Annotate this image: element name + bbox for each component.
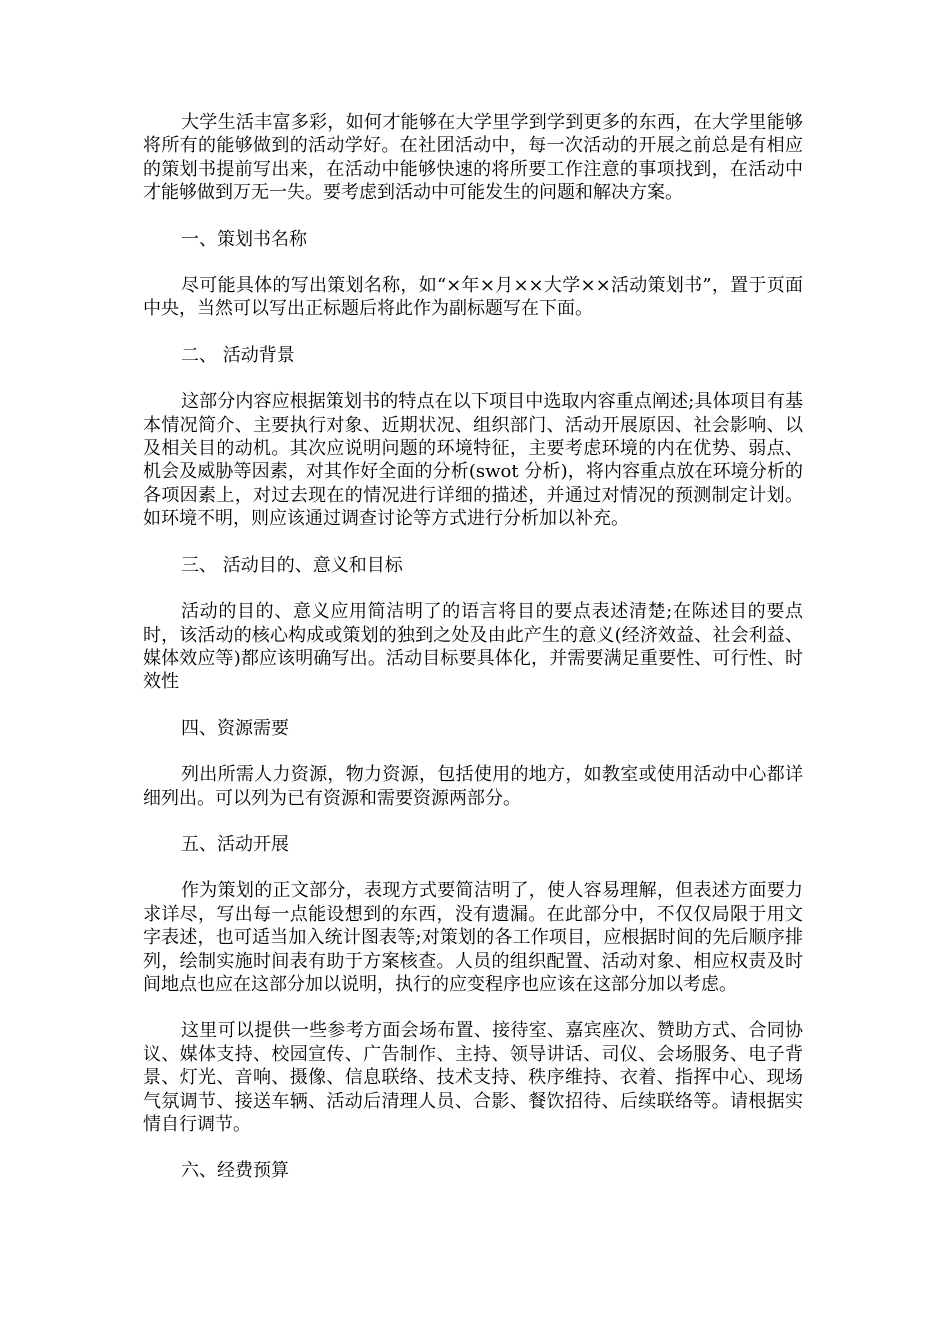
section-heading-name: 一、策划书名称 xyxy=(181,228,307,250)
section-paragraph: 列出所需人力资源，物力资源，包括使用的地方，如教室或使用活动中心都详细列出。可以列为已有资源和需要资源两部分。 xyxy=(143,764,803,809)
section-paragraph: 活动的目的、意义应用简洁明了的语言将目的要点表述清楚;在陈述目的要点时，该活动的核心构成或策划的独到之处及由此产生的意义(经济效益、社会利益、媒体效应等)都应该明确写出。活动目标要具体化，并需要满足重要性、可行性、时效性 xyxy=(143,601,803,693)
section-heading-background: 二、 活动背景 xyxy=(181,344,295,366)
intro-paragraph: 大学生活丰富多彩，如何才能够在大学里学到学到更多的东西，在大学里能够将所有的能够做到的活动学好。在社团活动中，每一次活动的开展之前总是有相应的策划书提前写出来，在活动中能够快速的将所要工作注意的事项找到，在活动中才能够做到万无一失。要考虑到活动中可能发生的问题和解决方案。 xyxy=(143,112,803,204)
document-body xyxy=(143,111,803,1206)
section-paragraph: 这部分内容应根据策划书的特点在以下项目中选取内容重点阐述;具体项目有基本情况简介、主要执行对象、近期状况、组织部门、活动开展原因、社会影响、以及相关目的动机。其次应说明问题的环境特征，主要考虑环境的内在优势、弱点、机会及威胁等因素，对其作好全面的分析(swot 分析)，将内容重点放在环境分析的各项因素上，对过去现在的情况进行详细的描述，并通过对情况的预测制定计划。如环境不明，则应该通过调查讨论等方式进行分析加以补充。 xyxy=(143,391,803,530)
section-heading-activities: 五、活动开展 xyxy=(181,833,289,855)
section-paragraph: 作为策划的正文部分，表现方式要简洁明了，使人容易理解，但表述方面要力求详尽，写出每一点能设想到的东西，没有遗漏。在此部分中，不仅仅局限于用文字表述，也可适当加入统计图表等;对策划的各工作项目，应根据时间的先后顺序排列，绘制实施时间表有助于方案核查。人员的组织配置、活动对象、相应权责及时间地点也应在这部分加以说明，执行的应变程序也应该在这部分加以考虑。 xyxy=(143,880,803,995)
section-paragraph: 这里可以提供一些参考方面会场布置、接待室、嘉宾座次、赞助方式、合同协议、媒体支持、校园宣传、广告制作、主持、领导讲话、司仪、会场服务、电子背景、灯光、音响、摄像、信息联络、技术支持、秩序维持、衣着、指挥中心、现场气氛调节、接送车辆、活动后清理人员、合影、餐饮招待、后续联络等。请根据实情自行调节。 xyxy=(143,1020,803,1135)
section-paragraph: 尽可能具体的写出策划名称，如“×年×月××大学××活动策划书”，置于页面中央，当然可以写出正标题后将此作为副标题写在下面。 xyxy=(143,275,803,320)
section-heading-purpose: 三、 活动目的、意义和目标 xyxy=(181,554,403,576)
section-heading-budget: 六、经费预算 xyxy=(181,1160,289,1182)
section-heading-resources: 四、资源需要 xyxy=(181,717,289,739)
